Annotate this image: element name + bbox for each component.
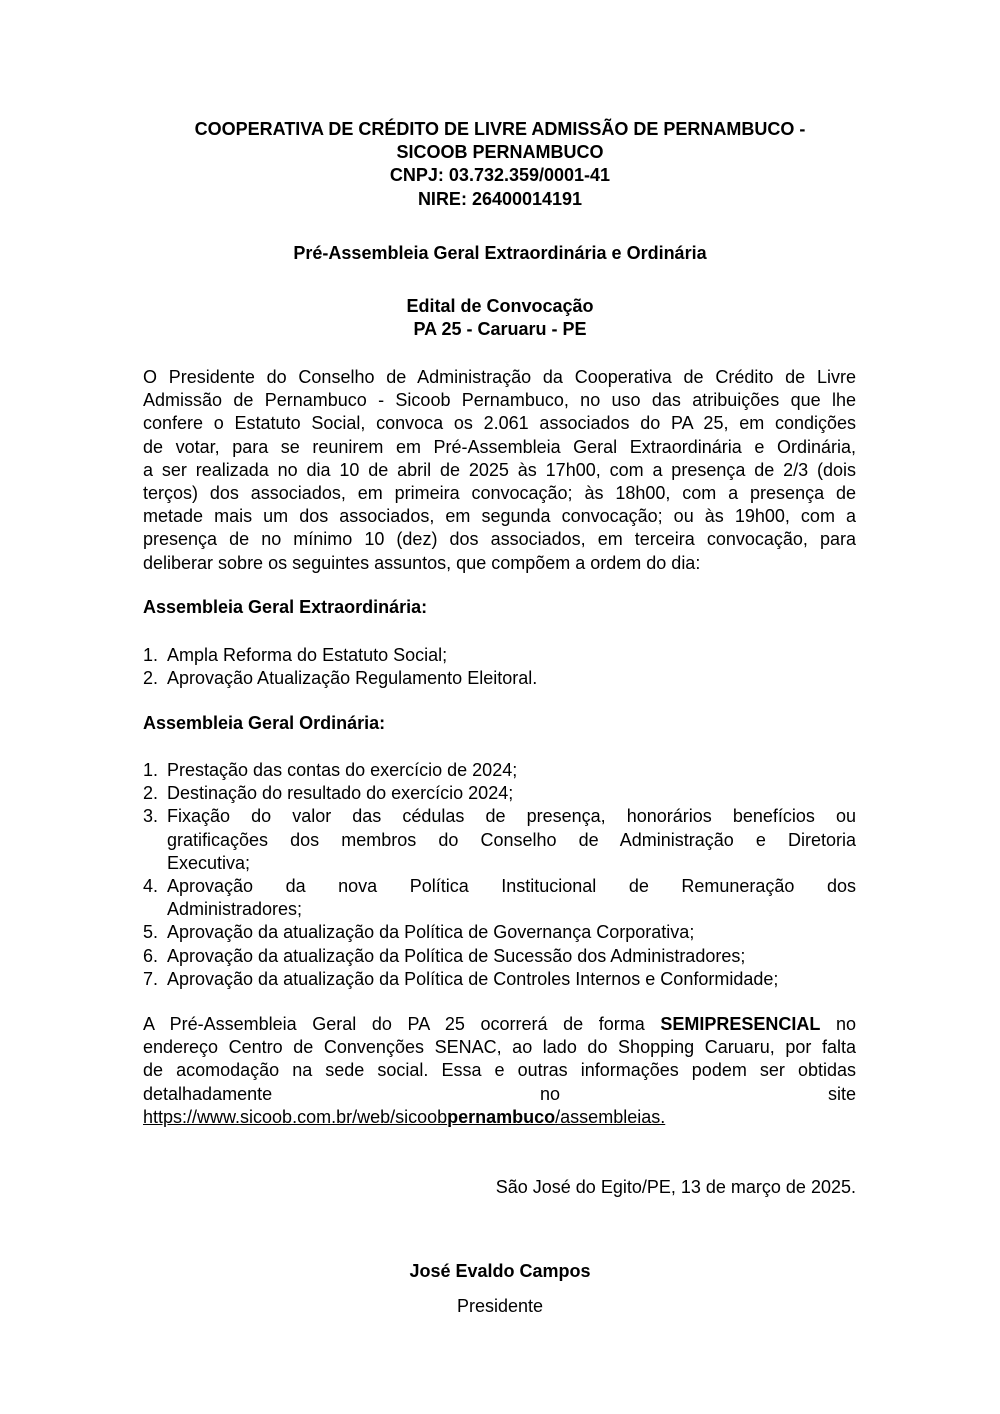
agenda-item (143, 875, 856, 921)
intro-line: O Presidente do Conselho de Administração da Cooperativa de Crédito de Livre (143, 367, 856, 387)
agenda-item-text: Aprovação da atualização da Política de Controles Internos e Conformidade; (167, 968, 779, 989)
agenda-item-text: Executiva; (167, 852, 251, 873)
intro-paragraph (143, 366, 856, 575)
signatory-role: Presidente (456, 1296, 544, 1316)
agenda-item-text: Prestação das contas do exercício de 2024; (167, 760, 518, 780)
agenda-item-text: Aprovação da atualização da Política de Sucessão dos Administradores; (167, 945, 746, 966)
closing-line: detalhadamente no site (143, 1083, 856, 1104)
intro-line: metade mais um dos associados, em segunda convocação; ou às 19h00, com a (143, 506, 856, 527)
agenda-item-text: gratificações dos membros do Conselho de Administração e Diretoria (167, 829, 856, 850)
agenda-item-number: 6. (143, 945, 159, 966)
agenda-item-text: Ampla Reforma do Estatuto Social; (167, 645, 448, 665)
agenda-item-text: Administradores; (167, 899, 303, 920)
org-name-line2: SICOOB PERNAMBUCO (396, 142, 604, 163)
date-place: São José do Egito/PE, 13 de março de 2025. (495, 1177, 856, 1197)
agenda-item-text: Aprovação da nova Política Institucional de Remuneração dos (167, 875, 856, 896)
notice-title: Edital de Convocação (406, 296, 594, 316)
agenda-item-number: 2. (143, 783, 159, 804)
agenda-item-number: 4. (143, 875, 159, 896)
agenda-item (143, 782, 856, 805)
agenda-item-number: 5. (143, 922, 159, 943)
agenda-item-number: 7. (143, 968, 159, 989)
location-title: PA 25 - Caruaru - PE (413, 319, 587, 340)
nire: NIRE: 26400014191 (417, 188, 583, 209)
intro-line: deliberar sobre os seguintes assuntos, que compõem a ordem do dia: (143, 552, 701, 573)
agenda-item (143, 945, 856, 968)
intro-line: a ser realizada no dia 10 de abril de 2025 às 17h00, com a presença de 2/3 (dois (143, 459, 856, 480)
agenda-item (143, 921, 856, 944)
intro-line: confere o Estatuto Social, convoca os 2.061 associados do PA 25, em condições (143, 413, 856, 434)
document-header (0, 118, 1000, 211)
agenda-item (143, 968, 856, 991)
agenda-item-number: 3. (143, 806, 159, 827)
extraordinary-heading: Assembleia Geral Extraordinária: (143, 597, 428, 617)
assemblies-link[interactable]: https://www.sicoob.com.br/web/sicoobpernambuco/assembleias. (143, 1106, 666, 1127)
agenda-item (143, 759, 856, 782)
intro-line: Admissão de Pernambuco - Sicoob Pernambuco, no uso das atribuições que lhe (143, 390, 856, 411)
intro-line: de votar, para se reunirem em Pré-Assembleia Geral Extraordinária e Ordinária, (143, 436, 856, 457)
agenda-item-number: 1. (143, 760, 159, 780)
agenda-item-text: Aprovação Atualização Regulamento Eleitoral. (167, 668, 538, 689)
org-name-line1: COOPERATIVA DE CRÉDITO DE LIVRE ADMISSÃO DE PERNAMBUCO - (194, 119, 806, 139)
agenda-item (143, 805, 856, 875)
agenda-item-text: Destinação do resultado do exercício 2024; (167, 783, 514, 804)
semipresencial-text: SEMIPRESENCIAL (660, 1014, 821, 1034)
ordinary-agenda-list (143, 759, 856, 991)
intro-line: presença de no mínimo 10 (dez) dos associados, em terceira convocação, para (143, 529, 856, 550)
meeting-title: Pré-Assembleia Geral Extraordinária e Ordinária (293, 243, 707, 263)
agenda-item-text: Fixação do valor das cédulas de presença, honorários benefícios ou (167, 806, 856, 827)
signatory-name: José Evaldo Campos (409, 1261, 591, 1281)
extraordinary-agenda-list (143, 644, 856, 690)
agenda-item (143, 667, 856, 690)
closing-line: A Pré-Assembleia Geral do PA 25 ocorrerá de forma SEMIPRESENCIAL no (143, 1014, 856, 1034)
closing-line: de acomodação na sede social. Essa e outras informações podem ser obtidas (143, 1060, 856, 1081)
closing-line: endereço Centro de Convenções SENAC, ao lado do Shopping Caruaru, por falta (143, 1037, 856, 1058)
agenda-item-number: 1. (143, 645, 159, 665)
agenda-item-text: Aprovação da atualização da Política de Governança Corporativa; (167, 922, 695, 943)
ordinary-heading: Assembleia Geral Ordinária: (143, 713, 386, 733)
intro-line: terços) dos associados, em primeira convocação; às 18h00, com a presença de (143, 482, 856, 503)
agenda-item-number: 2. (143, 668, 159, 689)
cnpj: CNPJ: 03.732.359/0001-41 (389, 165, 611, 186)
agenda-item (143, 644, 856, 667)
closing-paragraph (143, 1013, 856, 1129)
